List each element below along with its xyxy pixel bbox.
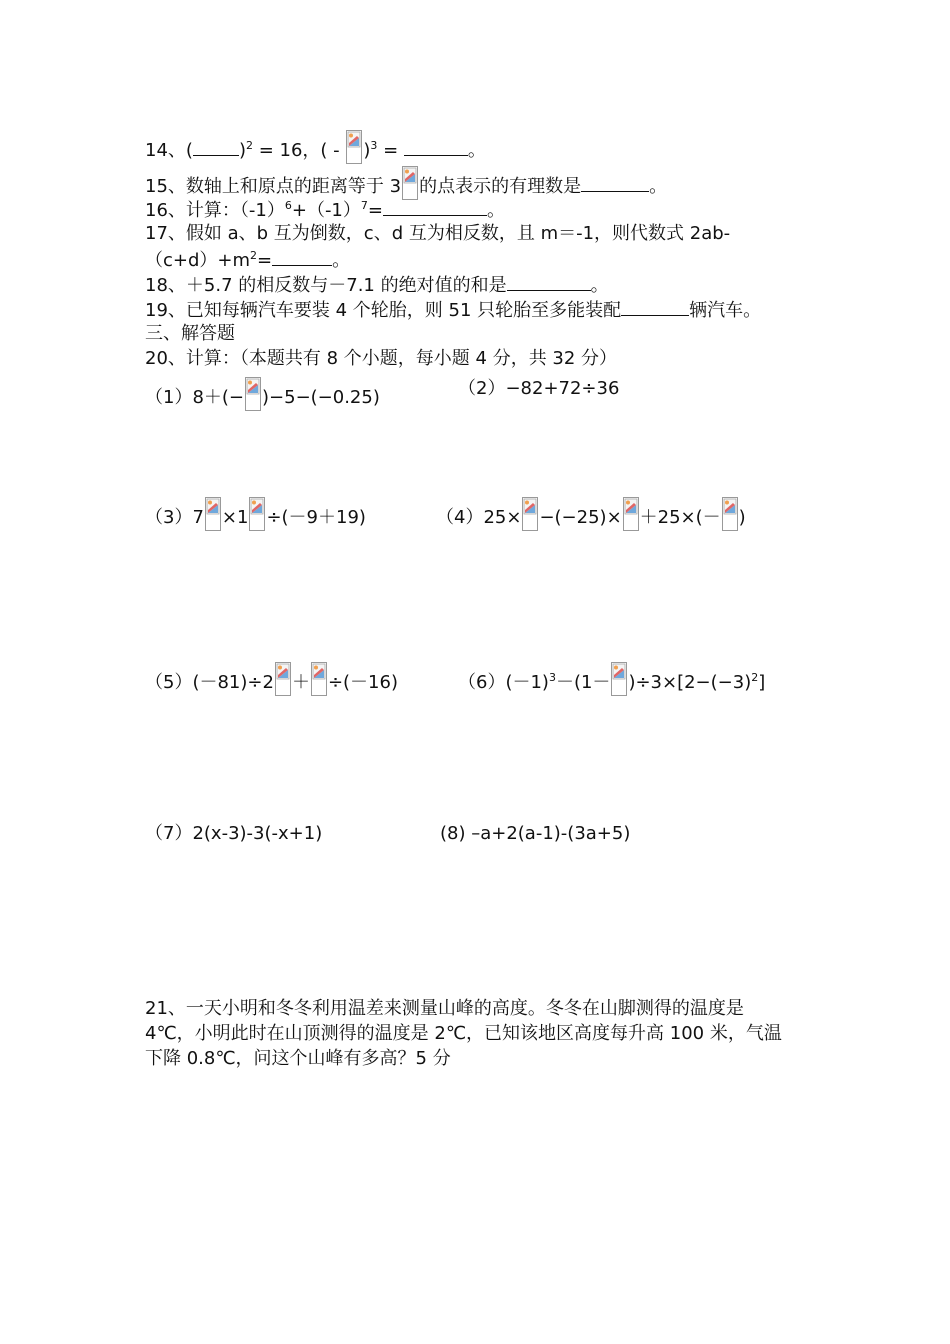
- q14-text: 14、(: [145, 140, 193, 161]
- q15-blank[interactable]: [581, 173, 649, 192]
- fraction-image-icon: [249, 497, 265, 531]
- question-19: 19、已知每辆汽车要装 4 个轮胎，则 51 只轮胎至多能装配 辆汽车。: [145, 297, 761, 323]
- q19-blank[interactable]: [621, 297, 689, 316]
- q14-blank-2[interactable]: [404, 137, 468, 156]
- question-17-line1: 17、假如 a、b 互为倒数，c、d 互为相反数，且 m＝-1，则代数式 2ab-: [145, 223, 731, 244]
- question-14: 14、( )$^2$ = 16，( - )$^3$ = 。: [145, 130, 486, 164]
- fraction-image-icon: [722, 497, 738, 531]
- question-16: 16、计算：$(-1)^6+(-1)^7=$ 。: [145, 199, 505, 221]
- fraction-image-icon: [346, 130, 362, 164]
- problem-5: （5）(－81)÷2 ＋ ÷(－16): [145, 662, 398, 696]
- question-15: 15、数轴上和原点的距离等于 3 的点表示的有理数是 。: [145, 166, 667, 200]
- section-heading: 三、解答题: [145, 323, 235, 344]
- fraction-image-icon: [205, 497, 221, 531]
- problem-1: （1）8＋(− )−5−(−0.25): [145, 377, 380, 411]
- q18-blank[interactable]: [507, 272, 591, 291]
- fraction-image-icon: [245, 377, 261, 411]
- problem-4: （4）25× −(−25)× ＋25×(－ ): [436, 497, 746, 531]
- fraction-image-icon: [522, 497, 538, 531]
- problem-7: （7）2(x-3)-3(-x+1): [145, 823, 323, 844]
- fraction-image-icon: [623, 497, 639, 531]
- question-20-title: 20、计算：（本题共有 8 个小题，每小题 4 分，共 32 分）: [145, 348, 618, 369]
- question-21-line1: 21、一天小明和冬冬利用温差来测量山峰的高度。冬冬在山脚测得的温度是: [145, 998, 744, 1019]
- q14-blank-1[interactable]: [193, 137, 239, 156]
- fraction-image-icon: [275, 662, 291, 696]
- question-21-line2: 4℃，小明此时在山顶测得的温度是 2℃，已知该地区高度每升高 100 米，气温: [145, 1023, 782, 1044]
- problem-2: （2）−82+72÷36: [458, 378, 620, 399]
- fraction-image-icon: [311, 662, 327, 696]
- q17-blank[interactable]: [272, 247, 332, 266]
- problem-3: （3）7 ×1 ÷(－9＋19): [145, 497, 366, 531]
- question-18: 18、＋5.7 的相反数与－7.1 的绝对值的和是 。: [145, 272, 609, 298]
- problem-8: (8) –a+2(a-1)-(3a+5): [440, 823, 631, 844]
- fraction-image-icon: [402, 166, 418, 200]
- question-17-line2: $(c+d)+m^2=$ 。: [145, 249, 351, 271]
- fraction-image-icon: [611, 662, 627, 696]
- problem-6: $(6)(-1)^3-(1-$ )$\div 3\times[2-(-3)^2]$: [458, 662, 765, 696]
- question-21-line3: 下降 0.8℃，问这个山峰有多高？5 分: [145, 1048, 451, 1069]
- q16-blank[interactable]: [383, 197, 487, 216]
